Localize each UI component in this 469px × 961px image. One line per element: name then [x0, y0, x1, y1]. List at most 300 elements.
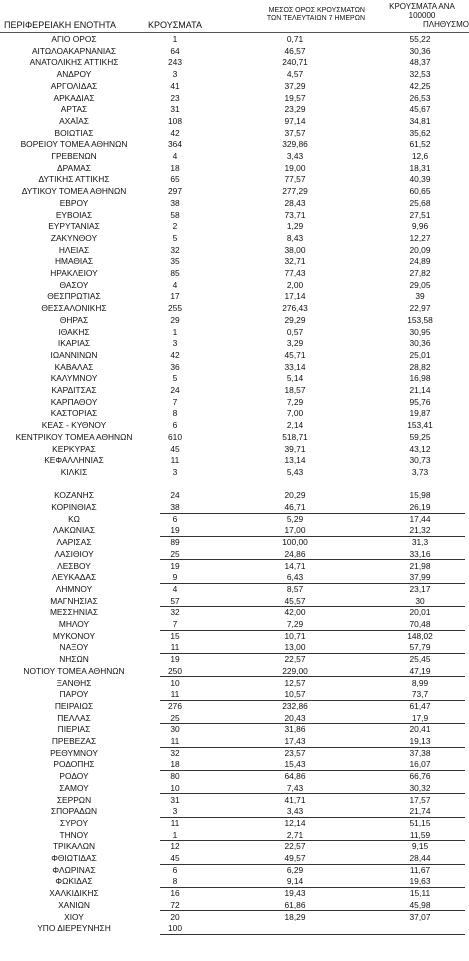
- cell-per100k: 153,58: [407, 314, 433, 325]
- table-row: [0, 584, 469, 595]
- cell-region: ΙΩΑΝΝΙΝΩΝ: [50, 349, 98, 360]
- cell-region: ΔΡΑΜΑΣ: [57, 162, 91, 173]
- cell-cases: 85: [170, 268, 180, 278]
- table-row: [0, 806, 469, 817]
- table-row: [0, 572, 469, 583]
- cell-region: ΧΙΟΥ: [64, 911, 84, 922]
- cell-per100k: 55,22: [409, 34, 431, 44]
- cell-per100k: 70,48: [409, 619, 431, 629]
- cell-cases: 1: [172, 829, 178, 840]
- table-row: [0, 900, 469, 911]
- table-row: [0, 139, 469, 150]
- cell-per100k: 16,98: [409, 373, 431, 384]
- cell-region: ΗΛΕΙΑΣ: [58, 244, 90, 255]
- cell-per100k: 8,99: [411, 677, 429, 688]
- cell-region: ΚΕΦΑΛΛΗΝΙΑΣ: [44, 455, 104, 466]
- cell-per100k: 19,63: [409, 876, 431, 887]
- cell-avg7: 39,71: [284, 443, 306, 454]
- table-row: [0, 537, 469, 548]
- cell-cases: 6: [172, 513, 178, 524]
- cell-region: ΛΑΣΙΘΙΟΥ: [54, 548, 94, 559]
- cell-cases: 2: [172, 221, 178, 232]
- table-row: [0, 385, 469, 396]
- cell-avg7: 37,57: [284, 127, 306, 138]
- table-row: [0, 759, 469, 770]
- table-row: [0, 397, 469, 408]
- cell-region: ΛΕΣΒΟΥ: [57, 560, 91, 571]
- cell-region: ΣΥΡΟΥ: [59, 817, 89, 828]
- cell-region: ΚΙΛΚΙΣ: [60, 466, 88, 477]
- cell-cases: 297: [168, 186, 182, 197]
- table-row: [0, 713, 469, 724]
- cell-region: ΡΟΔΟΥ: [59, 771, 89, 782]
- cell-avg7: 45,57: [284, 595, 306, 606]
- cell-avg7: 276,43: [282, 303, 308, 314]
- cell-avg7: 46,71: [284, 502, 306, 512]
- cell-cases: 31: [170, 794, 180, 805]
- cell-region: ΑΙΤΩΛΟΑΚΑΡΝΑΝΙΑΣ: [31, 45, 117, 56]
- cell-per100k: 18,31: [409, 162, 431, 173]
- cell-per100k: 30,95: [409, 326, 431, 337]
- cell-per100k: 11,67: [409, 864, 431, 875]
- cell-region: ΧΑΝΙΩΝ: [58, 899, 90, 910]
- cell-cases: 80: [170, 771, 180, 782]
- header-avg7-line2: ΤΩΝ ΤΕΛΕΥΤΑΙΩΝ 7 ΗΜΕΡΩΝ: [266, 15, 365, 22]
- cell-per100k: 9,15: [411, 841, 429, 852]
- cell-per100k: 21,74: [409, 806, 431, 817]
- cell-avg7: 24,86: [284, 548, 306, 559]
- cell-cases: 11: [170, 817, 180, 828]
- cell-cases: 58: [170, 209, 180, 220]
- cell-region: ΑΝΑΤΟΛΙΚΗΣ ΑΤΤΙΚΗΣ: [29, 57, 119, 68]
- cell-avg7: 42,00: [284, 607, 306, 618]
- cell-cases: 12: [170, 841, 180, 852]
- header-per100k: [375, 0, 469, 30]
- cell-per100k: 19,13: [409, 736, 431, 746]
- table-row: [0, 46, 469, 57]
- cell-per100k: 21,14: [409, 385, 431, 395]
- cell-region: ΕΥΡΥΤΑΝΙΑΣ: [48, 221, 100, 232]
- cell-region: ΜΕΣΣΗΝΙΑΣ: [49, 607, 99, 618]
- cell-per100k: 42,25: [409, 80, 431, 91]
- cell-cases: 100: [168, 923, 182, 934]
- table-row: [0, 853, 469, 864]
- cell-avg7: 77,57: [284, 174, 306, 185]
- cell-avg7: 2,71: [286, 829, 304, 840]
- table-row: [0, 69, 469, 80]
- table-row: [0, 502, 469, 513]
- cell-cases: 15: [170, 630, 180, 641]
- cell-cases: 4: [172, 279, 178, 290]
- cell-avg7: 7,29: [286, 619, 304, 629]
- cell-avg7: 18,29: [284, 911, 306, 922]
- cell-per100k: 30,32: [409, 782, 431, 793]
- cell-avg7: 2,14: [286, 420, 304, 431]
- cell-per100k: 26,19: [409, 502, 431, 512]
- table-row: [0, 479, 469, 490]
- cell-avg7: 0,71: [286, 34, 304, 44]
- table-row: [0, 57, 469, 68]
- table-row: [0, 619, 469, 630]
- header-avg7: [245, 0, 365, 30]
- cell-per100k: 40,39: [409, 174, 431, 185]
- cell-region: ΦΘΙΩΤΙΔΑΣ: [51, 853, 97, 863]
- cell-avg7: 32,71: [284, 256, 306, 267]
- table-row: [0, 116, 469, 127]
- cell-region: ΑΡΤΑΣ: [60, 104, 88, 115]
- cell-avg7: 240,71: [282, 57, 308, 68]
- cell-cases: 4: [172, 151, 178, 161]
- cell-avg7: 518,71: [282, 431, 308, 442]
- table-row: [0, 666, 469, 677]
- table-row: [0, 467, 469, 478]
- cell-avg7: 22,57: [284, 654, 306, 665]
- cell-avg7: 2,00: [286, 279, 304, 290]
- cell-region: ΘΗΡΑΣ: [59, 314, 89, 325]
- cell-cases: 108: [168, 115, 182, 126]
- cell-region: ΙΘΑΚΗΣ: [58, 326, 90, 337]
- cell-region: ΜΑΓΝΗΣΙΑΣ: [50, 595, 98, 606]
- cell-cases: 5: [172, 373, 178, 384]
- header-divider: [0, 32, 469, 33]
- cell-cases: 5: [172, 232, 178, 243]
- cell-avg7: 17,00: [284, 525, 306, 536]
- table-row: [0, 186, 469, 197]
- cell-region: ΛΕΥΚΑΔΑΣ: [51, 572, 97, 583]
- cell-region: ΥΠΟ ΔΙΕΡΕΥΝΗΣΗ: [37, 923, 111, 934]
- table-row: [0, 654, 469, 665]
- cell-region: ΙΚΑΡΙΑΣ: [57, 338, 91, 349]
- cell-region: ΡΕΘΥΜΝΟΥ: [50, 747, 98, 758]
- table-row: [0, 350, 469, 361]
- cell-cases: 255: [168, 303, 182, 314]
- cell-cases: 243: [168, 57, 182, 68]
- table-row: [0, 408, 469, 419]
- cell-region: ΜΗΛΟΥ: [58, 619, 90, 629]
- cell-cases: 250: [168, 665, 182, 676]
- table-row: [0, 561, 469, 572]
- cell-cases: 23: [170, 92, 180, 103]
- table-row: [0, 163, 469, 174]
- cell-per100k: 73,7: [411, 689, 429, 700]
- table-row: [0, 373, 469, 384]
- cell-avg7: 64,86: [284, 771, 306, 782]
- cell-cases: 9: [172, 572, 178, 583]
- cell-avg7: 97,14: [284, 115, 306, 126]
- cell-cases: 65: [170, 174, 180, 185]
- table-row: [0, 81, 469, 92]
- cell-region: ΑΡΚΑΔΙΑΣ: [53, 92, 95, 103]
- cell-avg7: 33,14: [284, 361, 306, 372]
- cell-avg7: 3,43: [286, 151, 304, 161]
- cell-per100k: 61,47: [409, 700, 431, 711]
- cell-per100k: 17,9: [411, 712, 429, 723]
- cell-per100k: 148,02: [407, 630, 433, 641]
- header-per100k-line2: ΠΛΗΘΥΣΜΟ: [422, 19, 469, 29]
- cell-cases: 30: [170, 724, 180, 735]
- cell-region: ΒΟΙΩΤΙΑΣ: [54, 127, 94, 138]
- table-row: [0, 795, 469, 806]
- cell-per100k: 59,25: [409, 431, 431, 442]
- table-row: [0, 315, 469, 326]
- table-row: [0, 830, 469, 841]
- table-row: [0, 303, 469, 314]
- cell-avg7: 0,57: [286, 326, 304, 337]
- table-row: [0, 233, 469, 244]
- cell-avg7: 73,71: [284, 209, 306, 220]
- cell-avg7: 46,57: [284, 45, 306, 56]
- cell-per100k: 51,15: [409, 817, 431, 828]
- table-row: [0, 291, 469, 302]
- cell-per100k: 22,97: [409, 303, 431, 314]
- cell-cases: 7: [172, 396, 178, 407]
- cell-region: ΦΛΩΡΙΝΑΣ: [52, 864, 96, 875]
- table-row: [0, 455, 469, 466]
- cell-cases: 42: [170, 127, 180, 138]
- table-row: [0, 256, 469, 267]
- table-row: [0, 268, 469, 279]
- cell-region: ΘΑΣΟΥ: [59, 279, 89, 290]
- cell-per100k: 27,51: [409, 209, 431, 220]
- table-row: [0, 280, 469, 291]
- cell-cases: 19: [170, 654, 180, 665]
- cell-per100k: 29,05: [409, 279, 431, 290]
- cell-region: ΠΕΛΛΑΣ: [57, 712, 91, 723]
- table-row: [0, 327, 469, 338]
- cell-per100k: 17,44: [409, 513, 431, 524]
- cell-per100k: 33,16: [409, 548, 431, 559]
- cell-per100k: 20,09: [409, 244, 431, 255]
- cell-region: ΛΑΚΩΝΙΑΣ: [52, 525, 96, 536]
- cell-region: ΚΩ: [68, 513, 80, 524]
- table-row: [0, 771, 469, 782]
- table-row: [0, 818, 469, 829]
- cell-avg7: 19,57: [284, 92, 306, 103]
- table-row: [0, 642, 469, 653]
- cell-avg7: 4,57: [286, 69, 304, 80]
- cell-region: ΗΡΑΚΛΕΙΟΥ: [50, 268, 98, 278]
- cell-cases: 3: [172, 466, 178, 477]
- cell-avg7: 13,00: [284, 642, 306, 653]
- header-cases-label: ΚΡΟΥΣΜΑΤΑ: [148, 20, 202, 30]
- cell-region: ΣΕΡΡΩΝ: [56, 794, 92, 805]
- cell-cases: 4: [172, 583, 178, 594]
- cell-avg7: 277,29: [282, 186, 308, 197]
- cell-per100k: 16,07: [409, 759, 431, 770]
- cell-cases: 38: [170, 502, 180, 512]
- table-row: [0, 198, 469, 209]
- cell-avg7: 8,57: [286, 583, 304, 594]
- cell-per100k: 48,37: [409, 57, 431, 68]
- cell-avg7: 3,43: [286, 806, 304, 817]
- cell-avg7: 41,71: [284, 794, 306, 805]
- table-row: [0, 876, 469, 887]
- cell-cases: 29: [170, 314, 180, 325]
- cell-region: ΔΥΤΙΚΗΣ ΑΤΤΙΚΗΣ: [38, 174, 110, 185]
- cell-region: ΠΙΕΡΙΑΣ: [57, 724, 91, 735]
- cell-region: ΗΜΑΘΙΑΣ: [54, 256, 94, 267]
- cell-per100k: 19,87: [409, 408, 431, 419]
- cell-cases: 1: [172, 34, 178, 44]
- table-row: [0, 689, 469, 700]
- cell-avg7: 5,14: [286, 373, 304, 384]
- cell-per100k: 27,82: [409, 268, 431, 278]
- cell-region: ΑΧΑΪΑΣ: [59, 115, 89, 126]
- cell-region: ΚΟΖΑΝΗΣ: [54, 490, 94, 501]
- table-row: [0, 221, 469, 232]
- header-avg7-line1: ΜΕΣΟΣ ΟΡΟΣ ΚΡΟΥΣΜΑΤΩΝ: [268, 7, 365, 14]
- cell-cases: 6: [172, 420, 178, 431]
- cell-region: ΠΡΕΒΕΖΑΣ: [51, 736, 97, 746]
- cell-per100k: 34,81: [409, 115, 431, 126]
- cell-cases: 364: [168, 139, 182, 150]
- cell-region: ΑΓΙΟ ΟΡΟΣ: [51, 34, 97, 44]
- cell-avg7: 10,71: [284, 630, 306, 641]
- table-row: [0, 338, 469, 349]
- cell-avg7: 23,57: [284, 747, 306, 758]
- cell-cases: 31: [170, 104, 180, 115]
- cell-cases: 10: [170, 782, 180, 793]
- cell-avg7: 38,00: [284, 244, 306, 255]
- table-row: [0, 490, 469, 501]
- cell-region: ΝΗΣΩΝ: [59, 654, 89, 665]
- cell-per100k: 30,36: [409, 338, 431, 349]
- table-row: [0, 607, 469, 618]
- header-cases: [145, 0, 205, 30]
- cell-region: ΣΠΟΡΑΔΩΝ: [50, 806, 98, 817]
- cell-cases: 32: [170, 747, 180, 758]
- cell-cases: 18: [170, 162, 180, 173]
- cell-per100k: 153,41: [407, 420, 433, 431]
- cell-avg7: 229,00: [282, 665, 308, 676]
- cell-avg7: 13,14: [284, 455, 306, 466]
- cell-per100k: 25,01: [409, 349, 431, 360]
- cell-per100k: 3,73: [411, 466, 429, 477]
- cell-avg7: 37,29: [284, 80, 306, 91]
- cell-region: ΖΑΚΥΝΘΟΥ: [50, 232, 98, 243]
- table-row: [0, 34, 469, 45]
- cell-region: ΒΟΡΕΙΟΥ ΤΟΜΕΑ ΑΘΗΝΩΝ: [20, 139, 128, 150]
- cell-avg7: 100,00: [282, 537, 308, 548]
- cell-cases: 11: [170, 736, 180, 746]
- table-row: [0, 93, 469, 104]
- cell-region: ΚΕΝΤΡΙΚΟΥ ΤΟΜΕΑ ΑΘΗΝΩΝ: [15, 431, 133, 442]
- cell-per100k: 39: [415, 291, 425, 302]
- cell-per100k: 60,65: [409, 186, 431, 197]
- cell-region: ΑΡΓΟΛΙΔΑΣ: [50, 80, 98, 91]
- cell-region: ΘΕΣΣΑΛΟΝΙΚΗΣ: [41, 303, 107, 314]
- table-row: [0, 865, 469, 876]
- cell-region: ΑΝΔΡΟΥ: [56, 69, 92, 80]
- cell-per100k: 37,38: [409, 747, 431, 758]
- cell-cases: 24: [170, 385, 180, 395]
- cell-avg7: 7,43: [286, 782, 304, 793]
- cell-cases: 3: [172, 806, 178, 817]
- cell-region: ΚΑΛΥΜΝΟΥ: [50, 373, 98, 384]
- cell-region: ΚΟΡΙΝΘΙΑΣ: [51, 502, 97, 512]
- cell-cases: 36: [170, 361, 180, 372]
- table-row: [0, 128, 469, 139]
- cell-avg7: 28,43: [284, 197, 306, 208]
- table-row: [0, 362, 469, 373]
- header-region: [4, 0, 134, 30]
- cell-cases: 57: [170, 595, 180, 606]
- table-row: [0, 420, 469, 431]
- cell-cases: 45: [170, 443, 180, 454]
- cell-avg7: 8,43: [286, 232, 304, 243]
- cell-avg7: 1,29: [286, 221, 304, 232]
- cell-per100k: 28,82: [409, 361, 431, 372]
- cell-cases: 32: [170, 244, 180, 255]
- cell-cases: 19: [170, 560, 180, 571]
- table-row: [0, 841, 469, 852]
- cell-per100k: 32,53: [409, 69, 431, 80]
- cell-per100k: 21,98: [409, 560, 431, 571]
- cell-cases: 89: [170, 537, 180, 548]
- cell-per100k: 35,62: [409, 127, 431, 138]
- cell-region: ΠΑΡΟΥ: [59, 689, 89, 700]
- cell-per100k: 15,11: [409, 888, 431, 899]
- cell-per100k: 21,32: [409, 525, 431, 536]
- cell-cases: 25: [170, 548, 180, 559]
- cell-per100k: 28,44: [409, 853, 431, 863]
- cell-avg7: 17,14: [284, 291, 306, 302]
- cell-avg7: 20,29: [284, 490, 306, 501]
- cell-cases: 6: [172, 864, 178, 875]
- cell-region: ΠΕΙΡΑΙΩΣ: [54, 700, 94, 711]
- cell-cases: 1: [172, 326, 178, 337]
- cell-cases: 3: [172, 69, 178, 80]
- cell-avg7: 5,43: [286, 466, 304, 477]
- cell-avg7: 329,86: [282, 139, 308, 150]
- table-row: [0, 888, 469, 899]
- cell-per100k: 30,36: [409, 45, 431, 56]
- cell-avg7: 10,57: [284, 689, 306, 700]
- cell-region: ΛΗΜΝΟΥ: [55, 583, 93, 594]
- cell-cases: 7: [172, 619, 178, 629]
- cell-per100k: 12,27: [409, 232, 431, 243]
- table-row: [0, 525, 469, 536]
- cell-avg7: 23,29: [284, 104, 306, 115]
- cell-region: ΚΕΑΣ - ΚΥΘΝΟΥ: [41, 420, 107, 431]
- table-row: [0, 631, 469, 642]
- cell-cases: 19: [170, 525, 180, 536]
- cell-avg7: 31,86: [284, 724, 306, 735]
- cell-avg7: 7,00: [286, 408, 304, 419]
- cell-per100k: 17,57: [409, 794, 431, 805]
- cell-region: ΧΑΛΚΙΔΙΚΗΣ: [49, 888, 99, 899]
- cell-cases: 3: [172, 338, 178, 349]
- cell-per100k: 20,01: [409, 607, 431, 618]
- cell-avg7: 18,57: [284, 385, 306, 395]
- cell-region: ΝΑΞΟΥ: [59, 642, 89, 653]
- cell-per100k: 45,67: [409, 104, 431, 115]
- cell-per100k: 20,41: [409, 724, 431, 735]
- cell-cases: 610: [168, 431, 182, 442]
- cell-region: ΚΑΒΑΛΑΣ: [54, 361, 94, 372]
- cell-cases: 17: [170, 291, 180, 302]
- cell-region: ΛΑΡΙΣΑΣ: [56, 537, 92, 548]
- cell-cases: 11: [170, 689, 180, 700]
- cell-avg7: 232,86: [282, 700, 308, 711]
- cell-cases: 11: [170, 642, 180, 653]
- cell-region: ΘΕΣΠΡΩΤΙΑΣ: [47, 291, 101, 302]
- cell-cases: 42: [170, 349, 180, 360]
- table-row: [0, 432, 469, 443]
- cell-per100k: 37,99: [409, 572, 431, 583]
- cell-per100k: 15,98: [409, 490, 431, 501]
- cell-per100k: 25,68: [409, 197, 431, 208]
